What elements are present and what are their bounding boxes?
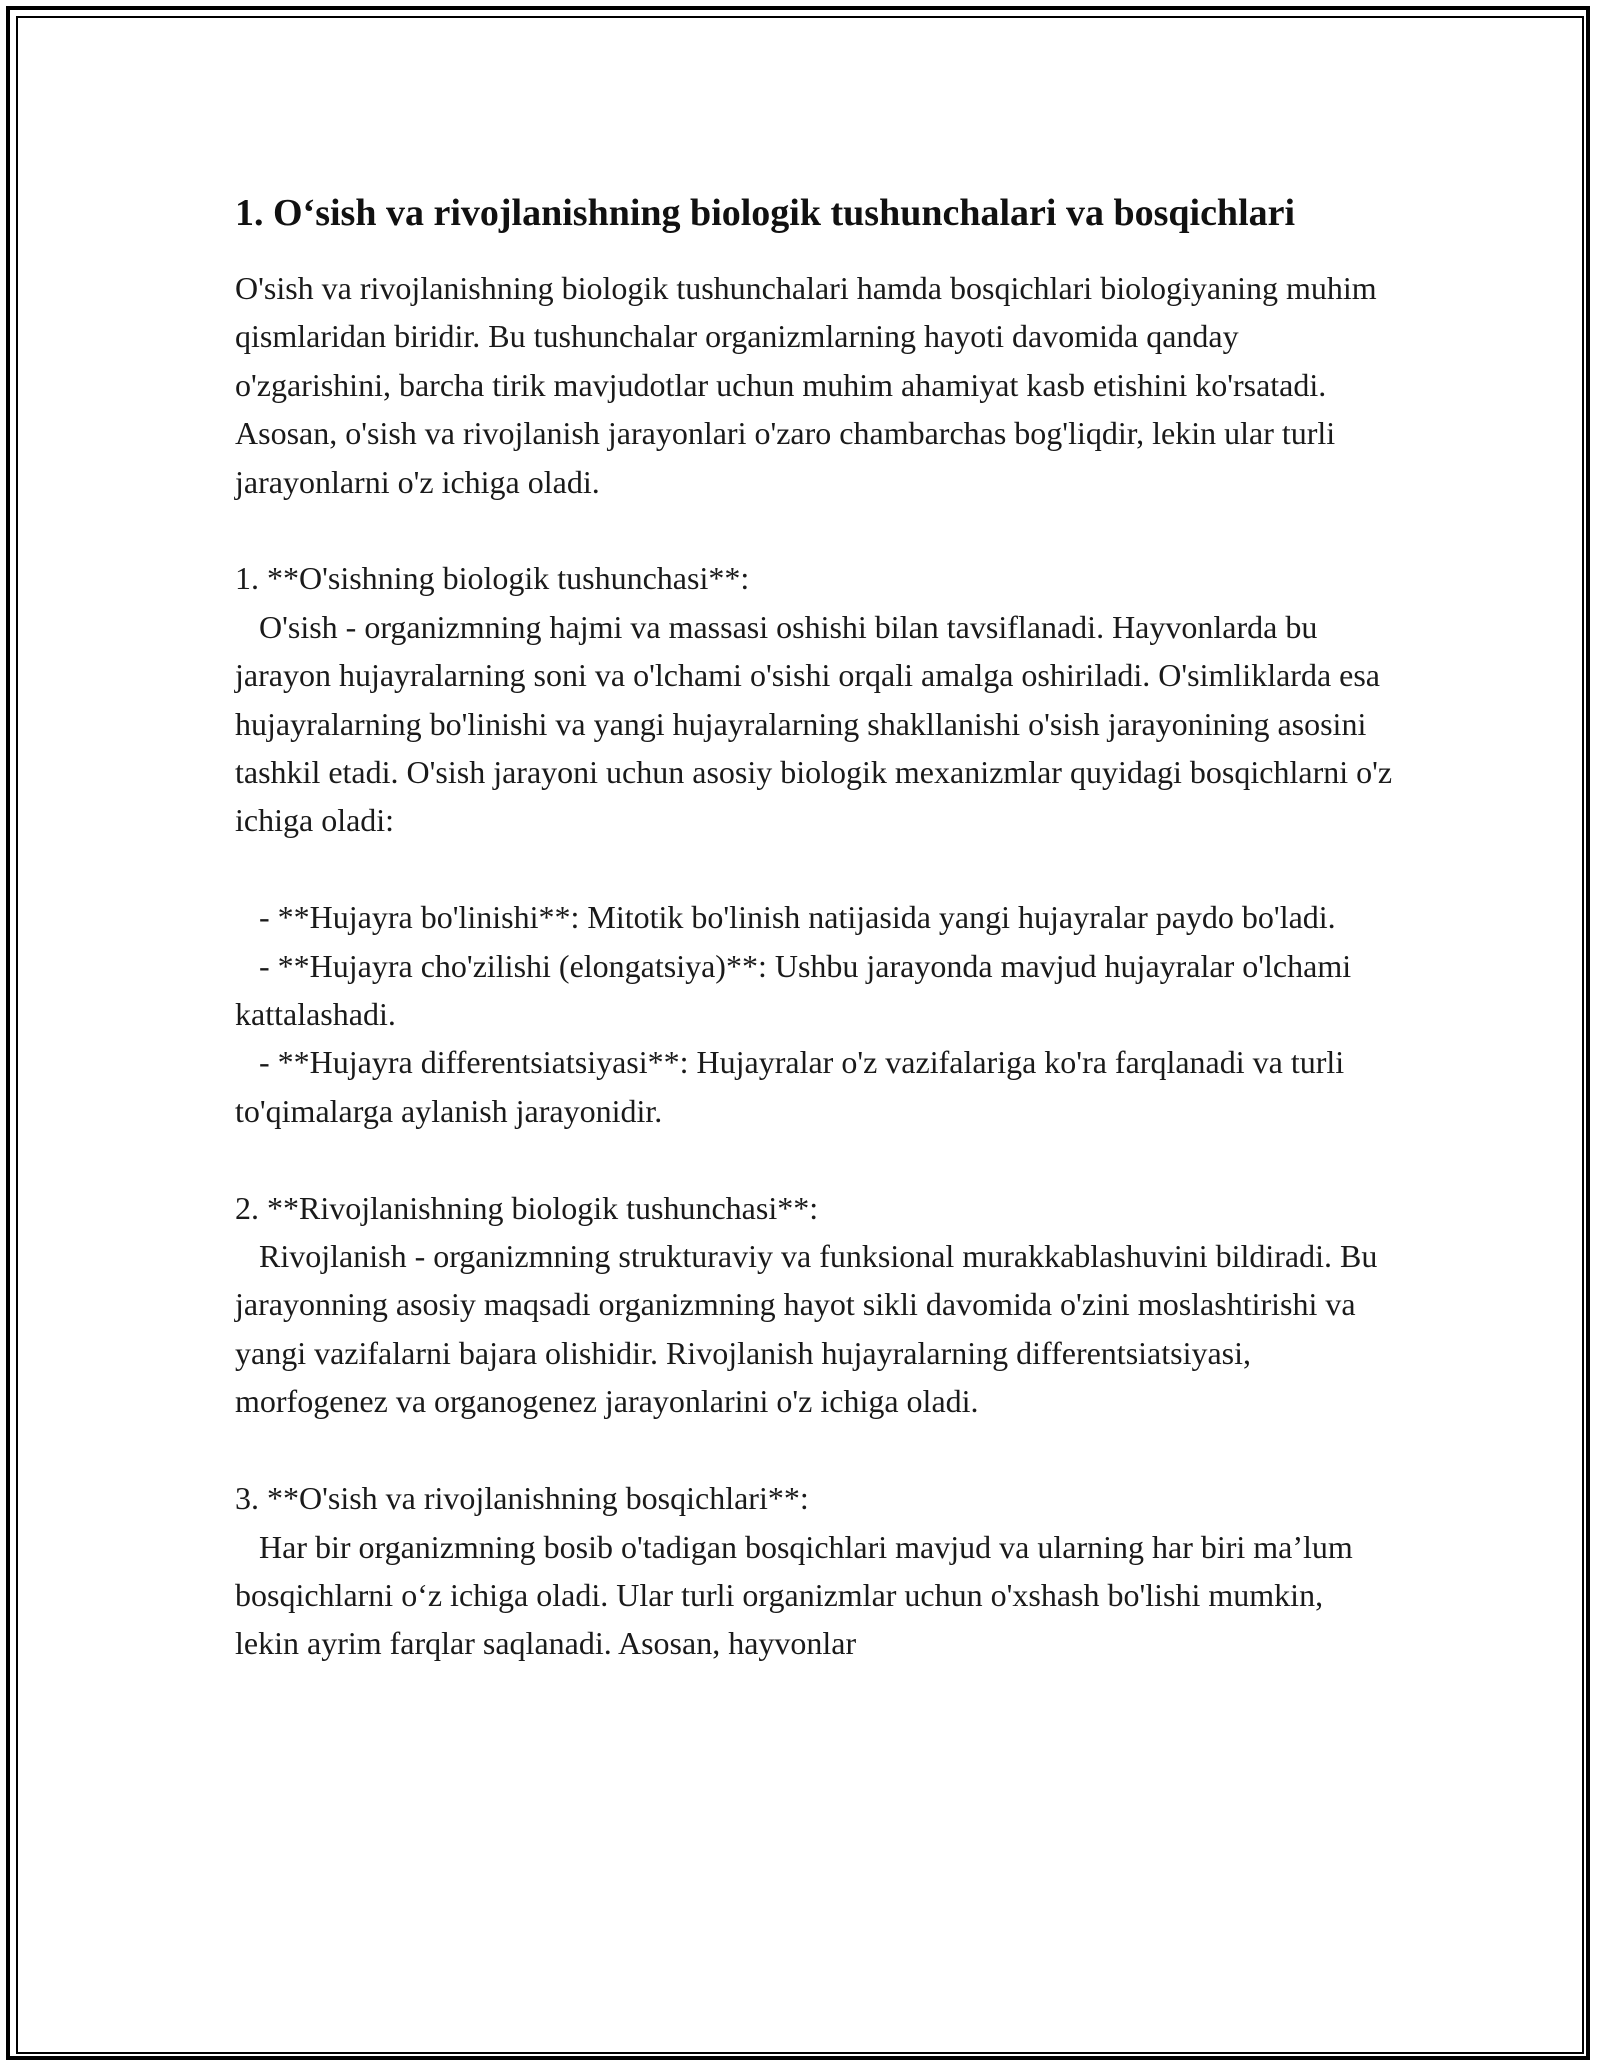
list-item: - **Hujayra cho'zilishi (elongatsiya)**: Ushbu jarayonda mavjud hujayralar o'lchami kattalashadi. bbox=[235, 947, 1360, 1033]
section-3-body: Har bir organizmning bosib o'tadigan bosqichlari mavjud va ularning har biri ma’lum bosqichlarni o‘z ichiga oladi. Ular turli organizmlar uchun o'xshash bo'lishi mumkin, lekin ayrim farqlar saqlanadi. Asosan, hayvonlar bbox=[235, 1528, 1361, 1662]
paragraph-spacer bbox=[235, 845, 1395, 893]
document-body bbox=[235, 186, 1401, 1668]
section-3-title: 3. **O'sish va rivojlanishning bosqichlari**: bbox=[235, 1480, 809, 1517]
section-2-body: Rivojlanish - organizmning strukturaviy va funksional murakkablashuvini bildiradi. Bu jarayonning asosiy maqsadi organizmning hayot sikli davomida o'zini moslashtirishi va yangi vazifalarni bajara olishidir. Rivojlanish hujayralarning differentsiatsiyasi, morfogenez va organogenez jarayonlarini o'z ichiga oladi. bbox=[235, 1238, 1386, 1420]
list-item: - **Hujayra bo'linishi**: Mitotik bo'linish natijasida yangi hujayralar paydo bo'ladi. bbox=[235, 899, 1336, 936]
paragraph-spacer bbox=[235, 506, 1395, 554]
section-1-body: O'sish - organizmning hajmi va massasi oshishi bilan tavsiflanadi. Hayvonlarda bu jarayon hujayralarning soni va o'lchami o'sishi orqali amalga oshiriladi. O'simliklarda esa hujayralarning bo'linishi va yangi hujayralarning shakllanishi o'sish jarayonining asosini tashkil etadi. O'sish jarayoni uchun asosiy biologik mexanizmlar quyidagi bosqichlarni o'z ichiga oladi: bbox=[235, 608, 1401, 839]
paragraph-spacer bbox=[235, 1135, 1395, 1183]
list-item: - **Hujayra differentsiatsiyasi**: Hujayralar o'z vazifalariga ko'ra farqlanadi va turli to'qimalarga aylanish jarayonidir. bbox=[235, 1044, 1353, 1129]
paragraph-spacer bbox=[235, 1426, 1395, 1474]
page-title: 1. O‘sish va rivojlanishning biologik tushunchalari va bosqichlari bbox=[235, 192, 1296, 234]
section-1-title: 1. **O'sishning biologik tushunchasi**: bbox=[235, 560, 750, 597]
section-2-title: 2. **Rivojlanishning biologik tushunchasi**: bbox=[235, 1189, 819, 1226]
intro-paragraph: O'sish va rivojlanishning biologik tushunchalari hamda bosqichlari biologiyaning muhim qismlaridan biridir. Bu tushunchalar organizmlarning hayoti davomida qanday o'zgarishini, barcha tirik mavjudotlar uchun muhim ahamiyat kasb etishini ko'rsatadi. Asosan, o'sish va rivojlanish jarayonlari o'zaro chambarchas bog'liqdir, lekin ular turli jarayonlarni o'z ichiga oladi. bbox=[235, 270, 1385, 500]
